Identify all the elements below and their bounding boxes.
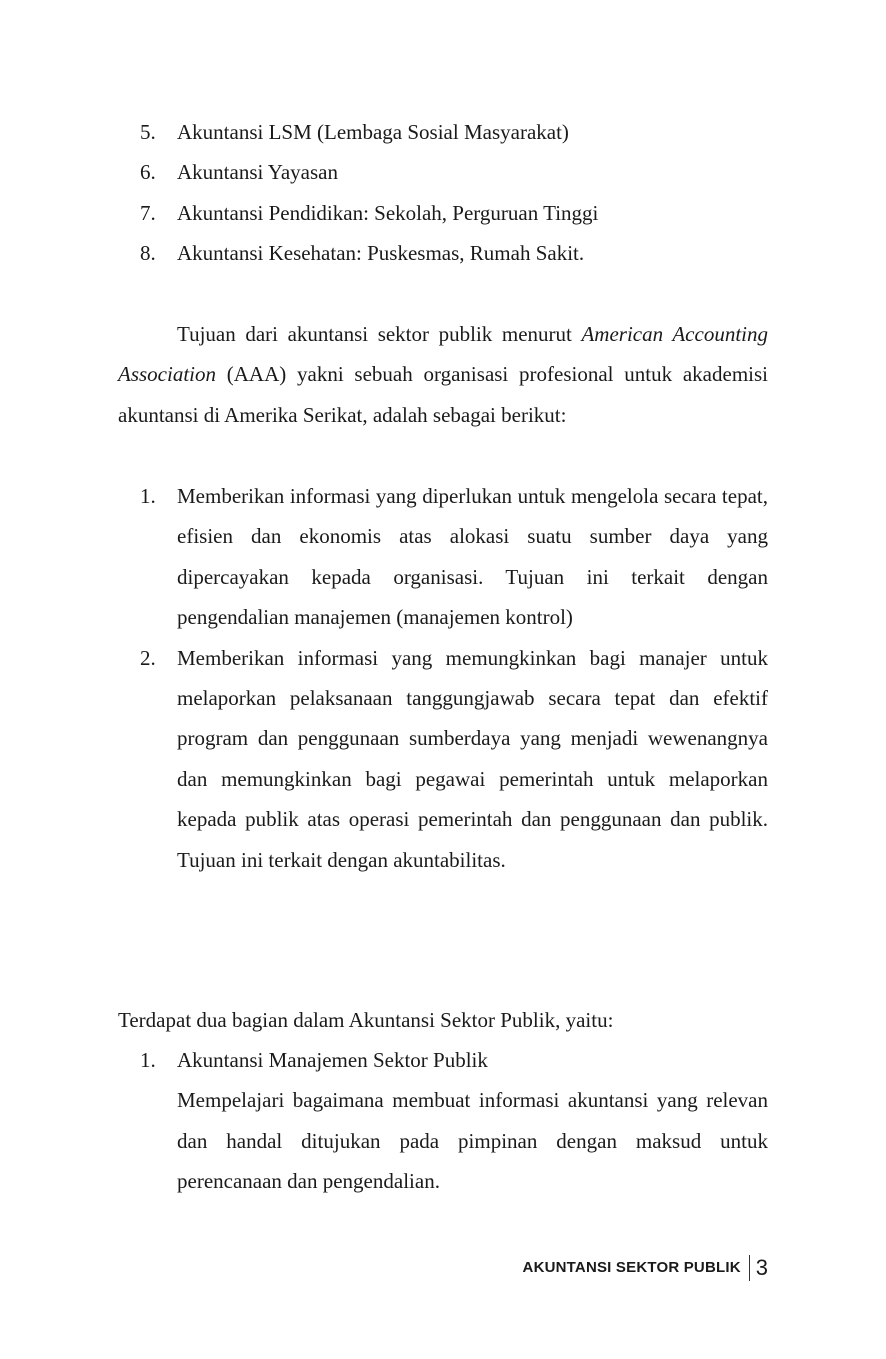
running-title: AKUNTANSI SEKTOR PUBLIK (522, 1258, 741, 1276)
intro-text-italic: American Accounting Association (118, 322, 768, 387)
list-number: 8. (140, 241, 156, 266)
list-text: Memberikan informasi yang memungkinkan bagi manajer untuk melaporkan pelaksanaan tanggungjawab secara tepat dan efektif program dan penggunaan sumberdaya yang menjadi wewenangnya dan memungkinkan bagi pegawai pemerintah untuk melaporkan kepada publik atas operasi pemerintah dan penggunaan dan publik. Tujuan ini terkait dengan akuntabilitas. (177, 645, 768, 872)
list-item (118, 112, 768, 152)
list-number: 7. (140, 200, 156, 225)
page-number: 3 (755, 1254, 768, 1280)
list-item (118, 476, 768, 638)
page-footer (523, 1250, 768, 1286)
parts-intro: Terdapat dua bagian dalam Akuntansi Sektor Publik, yaitu: (118, 1008, 614, 1032)
sector-list (118, 112, 768, 274)
list-number: 6. (140, 160, 156, 185)
list-text: Akuntansi Kesehatan: Puskesmas, Rumah Sakit. (177, 241, 585, 266)
list-item (118, 193, 768, 233)
list-text: Memberikan informasi yang diperlukan untuk mengelola secara tepat, efisien dan ekonomis atas alokasi suatu sumber daya yang dipercayakan kepada organisasi. Tujuan ini terkait dengan pengendalian manajemen (manajemen kontrol) (177, 484, 768, 630)
intro-paragraph (118, 314, 768, 435)
goals-list (118, 476, 768, 880)
list-number: 5. (140, 120, 156, 144)
list-text: Akuntansi Yayasan (177, 160, 338, 185)
list-item (118, 1040, 768, 1202)
list-item (118, 152, 768, 192)
list-text: Akuntansi LSM (Lembaga Sosial Masyarakat) (177, 120, 569, 144)
part-description: Mempelajari bagaimana membuat informasi akuntansi yang relevan dan handal ditujukan pada pimpinan dengan maksud untuk perencanaan dan pengendalian. (177, 1088, 768, 1194)
part-title: Akuntansi Manajemen Sektor Publik (177, 1048, 488, 1072)
intro-text-part2: (AAA) yakni sebuah organisasi profesional untuk akademisi akuntansi di Amerika Serikat, adalah sebagai berikut: (118, 362, 768, 427)
list-number: 1. (140, 1048, 156, 1072)
intro-text-part1: Tujuan dari akuntansi sektor publik menurut (177, 322, 582, 346)
list-number: 1. (140, 484, 156, 508)
parts-list (118, 1040, 768, 1202)
list-text: Akuntansi Pendidikan: Sekolah, Perguruan Tinggi (177, 200, 599, 225)
list-item (118, 638, 768, 880)
list-item (118, 233, 768, 273)
list-number: 2. (140, 645, 156, 670)
